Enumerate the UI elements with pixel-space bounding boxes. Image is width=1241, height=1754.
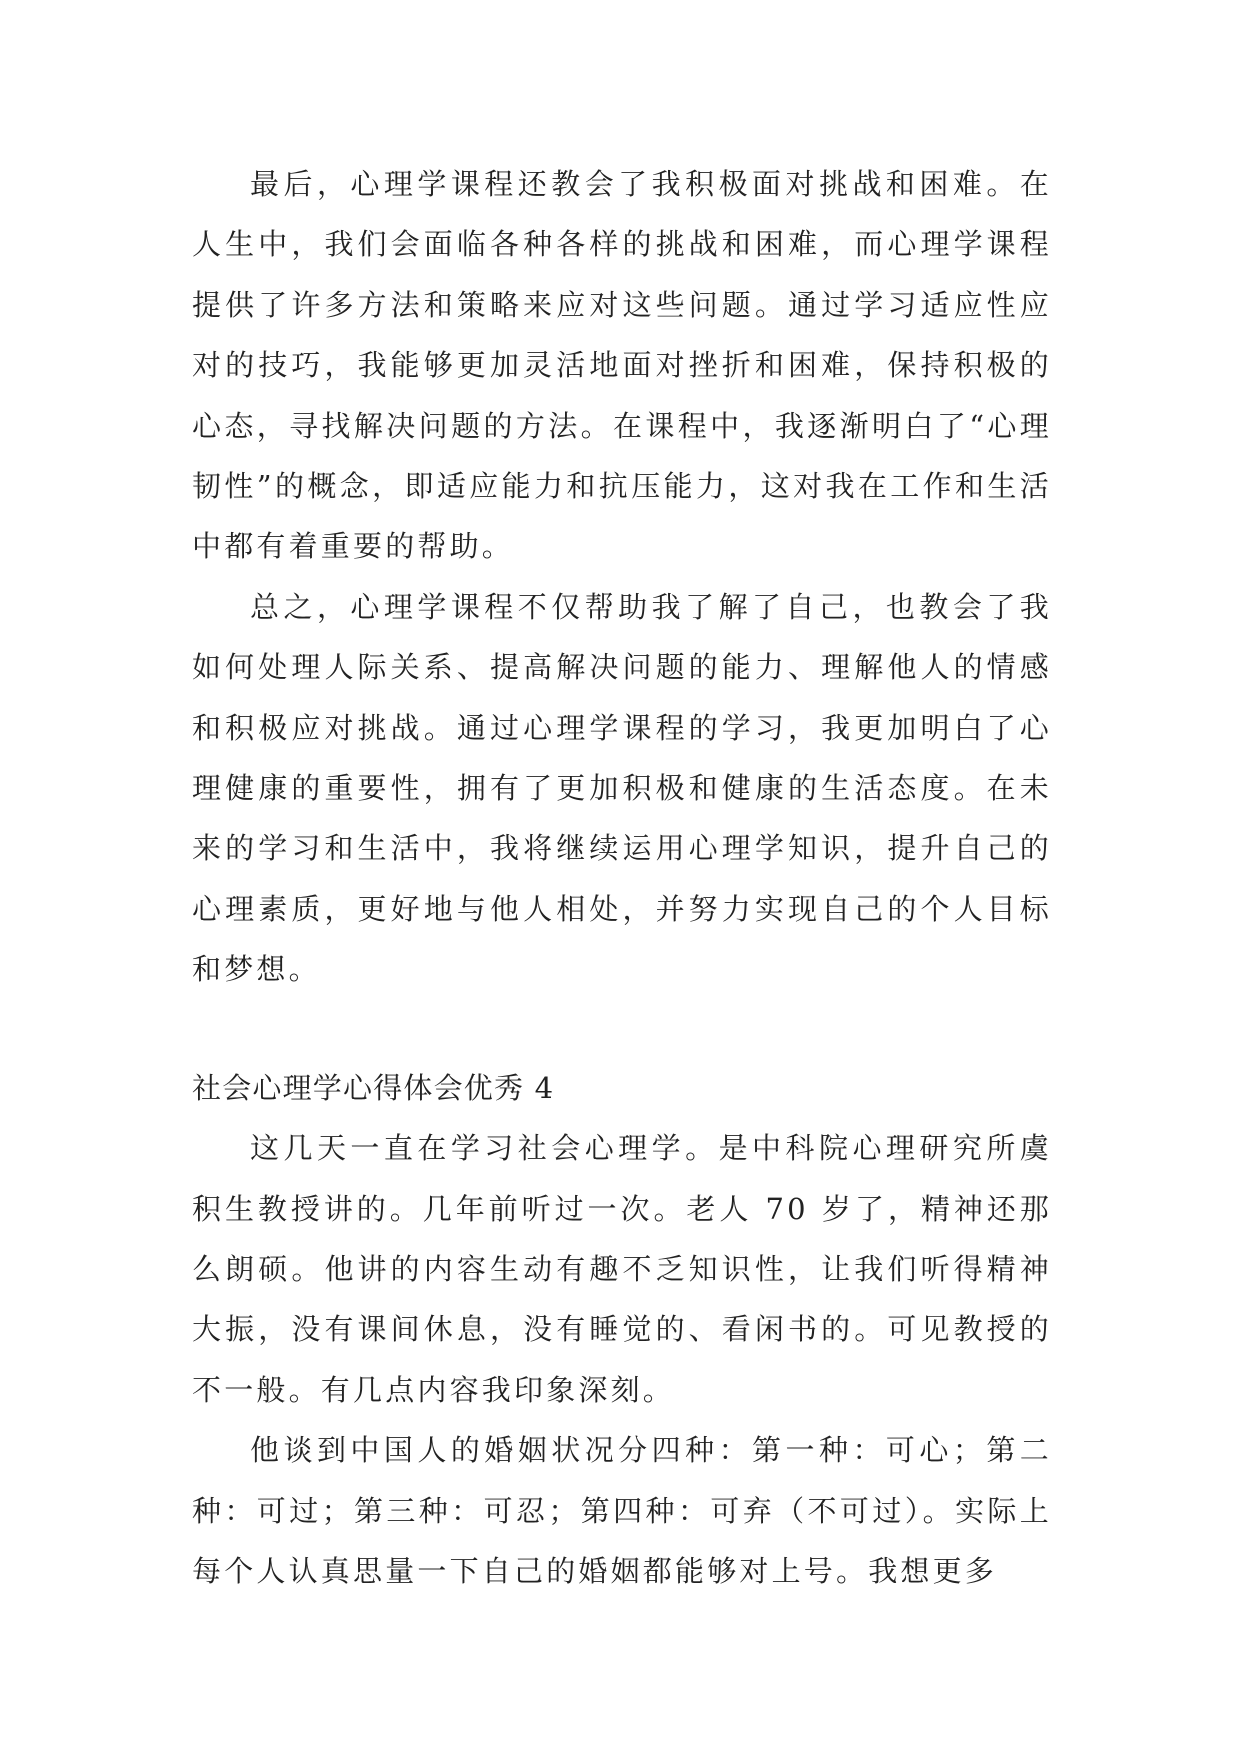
document-body: [192, 154, 1052, 1601]
paragraph-conclusion: 总之，心理学课程不仅帮助我了解了自己，也教会了我如何处理人际关系、提高解决问题的能力、理解他人的情感和积极应对挑战。通过心理学课程的学习，我更加明白了心理健康的重要性，拥有了更加积极和健康的生活态度。在未来的学习和生活中，我将继续运用心理学知识，提升自己的心理素质，更好地与他人相处，并努力实现自己的个人目标和梦想。: [192, 589, 1052, 987]
paragraph-challenges: 最后，心理学课程还教会了我积极面对挑战和困难。在人生中，我们会面临各种各样的挑战和困难，而心理学课程提供了许多方法和策略来应对这些问题。通过学习适应性应对的技巧，我能够更加灵活地面对挫折和困难，保持积极的心态，寻找解决问题的方法。在课程中，我逐渐明白了“心理韧性”的概念，即适应能力和抗压能力，这对我在工作和生活中都有着重要的帮助。: [192, 167, 1052, 564]
paragraph-lecture: 这几天一直在学习社会心理学。是中科院心理研究所虞积生教授讲的。几年前听过一次。老人 70 岁了，精神还那么朗硕。他讲的内容生动有趣不乏知识性，让我们听得精神大振，没有课间休息，没有睡觉的、看闲书的。可见教授的不一般。有几点内容我印象深刻。: [192, 1131, 1052, 1407]
paragraph-marriage: 他谈到中国人的婚姻状况分四种：第一种：可心；第二种：可过；第三种：可忍；第四种：可弃（不可过）。实际上每个人认真思量一下自己的婚姻都能够对上号。我想更多: [192, 1433, 1052, 1588]
section-heading: 社会心理学心得体会优秀 4: [192, 1070, 555, 1105]
